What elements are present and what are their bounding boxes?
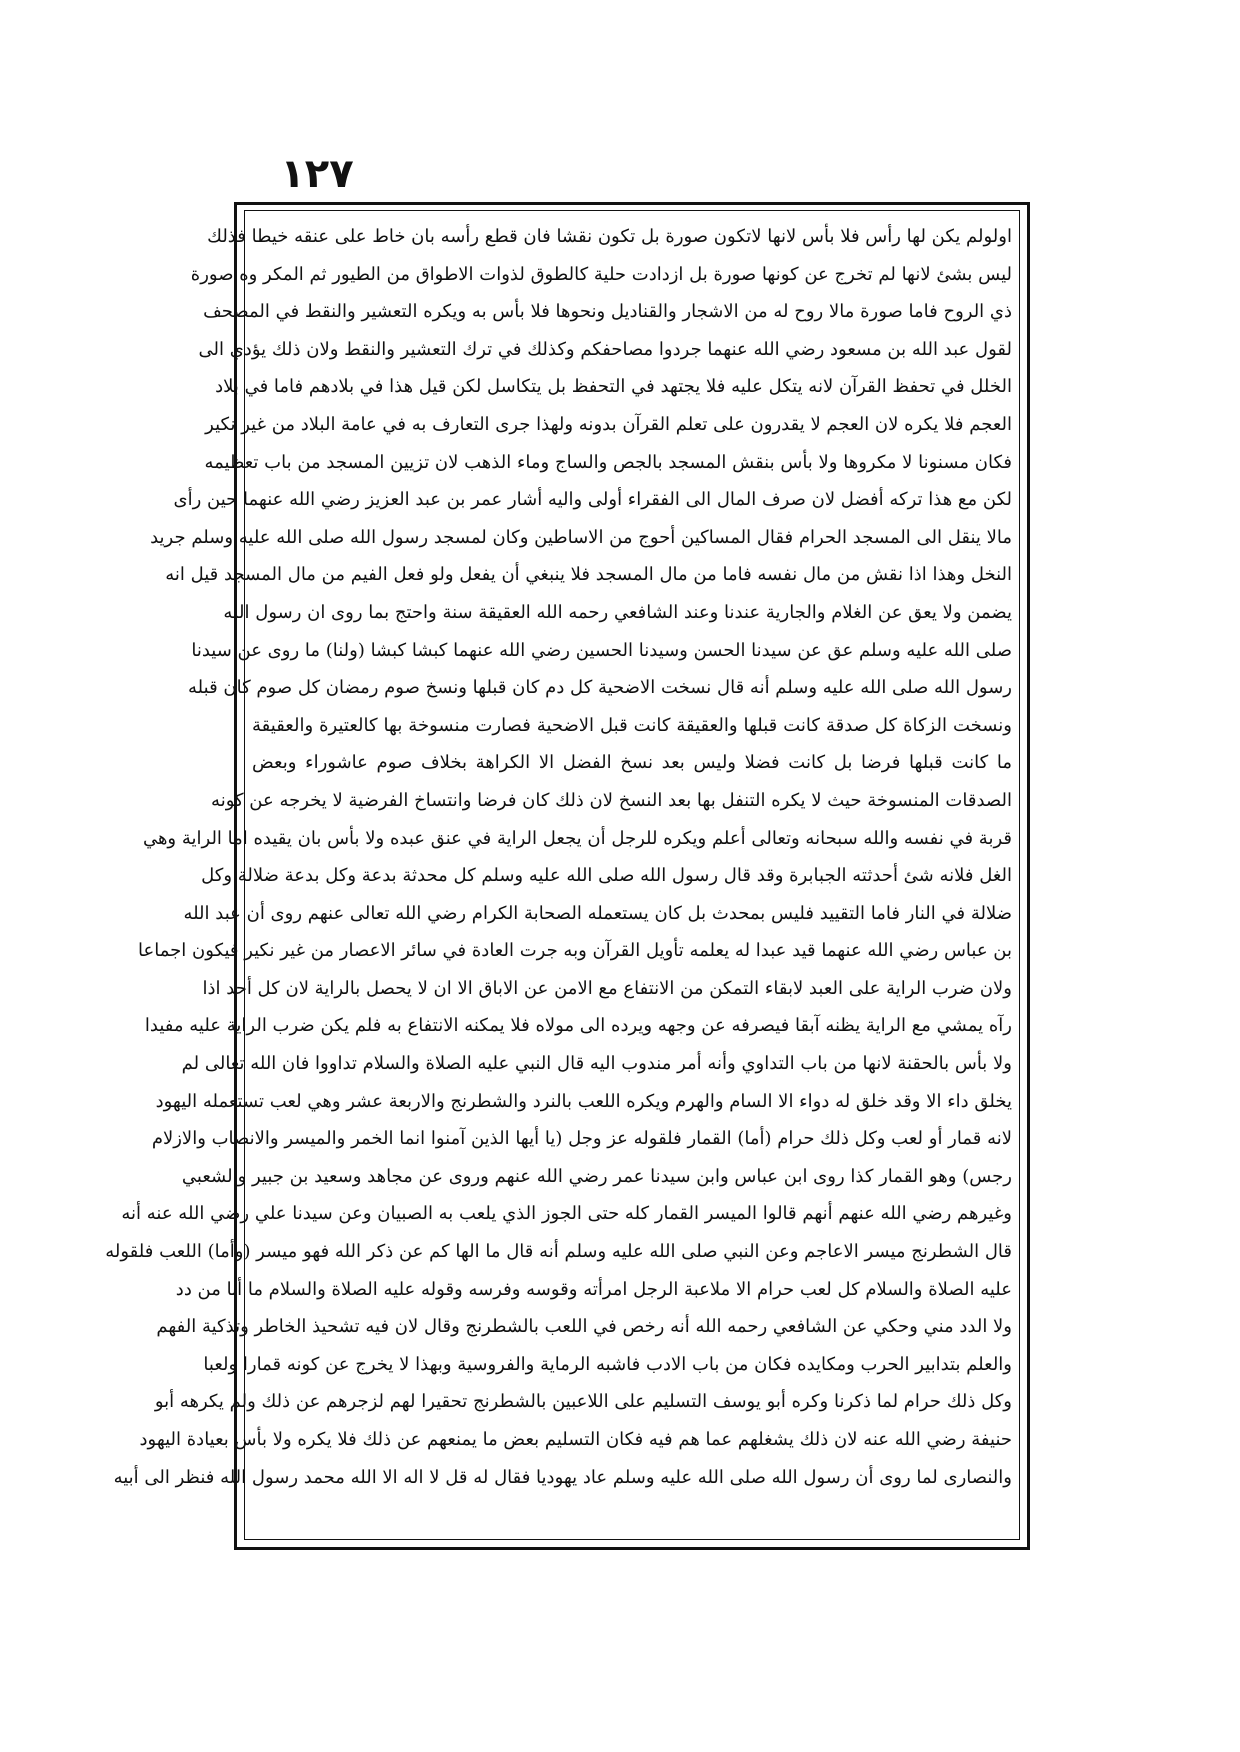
text-line: قربة في نفسه والله سبحانه وتعالى أعلم ويكره للرجل أن يجعل الراية في عنق عبده ولا بأس بان يقيده اما الراية وهي xyxy=(142,827,1012,849)
text-line: حنيفة رضي الله عنه لان ذلك يشغلهم عما هم فيه فكان التسليم بعض ما يمنعهم عن ذلك فلا يكره ولا بأس بعيادة اليهود xyxy=(139,1429,1012,1450)
text-line: قال الشطرنج ميسر الاعاجم وعن النبي صلى الله عليه وسلم أنه قال ما الها كم عن ذكر الله فهو ميسر (وأما) اللعب فلقوله xyxy=(105,1241,1012,1263)
text-line: ولا الدد مني وحكي عن الشافعي رحمه الله أنه رخص في اللعب بالشطرنج وقال لان فيه تشحيذ الخاطر وتذكية الفهم xyxy=(156,1316,1012,1338)
text-line: ونسخت الزكاة كل صدقة كانت قبلها والعقيقة كانت قبل الاضحية فصارت منسوخة بها كالعتيرة والعقيقة xyxy=(252,714,1012,736)
text-line: بن عباس رضي الله عنهما قيد عبدا له يعلمه تأويل القرآن وبه جرت العادة في سائر الاعصار من غير نكير فيكون اجماعا xyxy=(138,940,1012,962)
page-number: ١٢٧ xyxy=(280,151,354,197)
text-line: رسول الله صلى الله عليه وسلم أنه قال نسخت الاضحية كل دم كان قبلها ونسخ صوم رمضان كل صوم كان قبله xyxy=(188,677,1012,699)
text-line: يخلق داء الا وقد خلق له دواء الا السام والهرم ويكره اللعب بالنرد والشطرنج والاربعة عشر وهي لعب تستعمله اليهود xyxy=(155,1090,1012,1112)
text-line: لكن مع هذا تركه أفضل لان صرف المال الى الفقراء أولى واليه أشار عمر بن عبد العزيز رضي الله عنهما حين رأى xyxy=(173,489,1012,511)
text-body xyxy=(105,218,1012,1534)
text-line: وكل ذلك حرام لما ذكرنا وكره أبو يوسف التسليم على اللاعبين بالشطرنج تحقيرا لهم لزجرهم عن ذلك ولم يكرهه أبو xyxy=(154,1391,1012,1413)
text-line: ولان ضرب الراية على العبد لابقاء التمكن من الانتفاع مع الامن عن الاباق الا ان لا يحصل بالراية لان كل أحد اذا xyxy=(202,977,1012,999)
text-line: مالا ينقل الى المسجد الحرام فقال المساكين أحوج من الاساطين وكان لمسجد رسول الله صلى الله عليه وسلم جريد xyxy=(150,526,1012,548)
text-line: فكان مسنونا لا مكروها ولا بأس بنقش المسجد بالجص والساج وماء الذهب لان تزيين المسجد من باب تعظيمه xyxy=(204,451,1012,473)
text-line: لانه قمار أو لعب وكل ذلك حرام (أما) القمار فلقوله عز وجل (يا أيها الذين آمنوا انما الخمر والميسر والانصاب والازلام xyxy=(151,1128,1012,1150)
text-line: اولولم يكن لها رأس فلا بأس لانها لاتكون صورة بل تكون نقشا فان قطع رأسه بان خاط على عنقه خيطا فذلك xyxy=(207,226,1012,247)
text-line: وغيرهم رضي الله عنهم أنهم قالوا الميسر القمار كله حتى الجوز الذي يلعب به الصبيان وعن سيدنا علي رضي الله عنه أنه xyxy=(121,1203,1012,1225)
text-line: والعلم بتدابير الحرب ومكايده فكان من باب الادب فاشبه الرماية والفروسية وبهذا لا يخرج عن كونه قمارا ولعبا xyxy=(203,1353,1012,1375)
text-line: العجم فلا يكره لان العجم لا يقدرون على تعلم القرآن بدونه ولهذا جرى التعارف به في عامة البلاد من غير نكير xyxy=(205,413,1012,435)
text-line: يضمن ولا يعق عن الغلام والجارية عندنا وعند الشافعي رحمه الله العقيقة سنة واحتج بما روى ان رسول الله xyxy=(223,601,1012,623)
text-line: والنصارى لما روى أن رسول الله صلى الله عليه وسلم عاد يهوديا فقال له قل لا اله الا الله محمد رسول الله فنظر الى أبيه xyxy=(113,1466,1012,1488)
text-line: عليه الصلاة والسلام كل لعب حرام الا ملاعبة الرجل امرأته وقوسه وفرسه وقوله عليه الصلاة والسلام ما أنا من دد xyxy=(175,1278,1012,1300)
text-line: رآه يمشي مع الراية يظنه آبقا فيصرفه عن وجهه ويرده الى مولاه فلا يمكنه الانتفاع به فلم يكن ضرب الراية عليه مفيدا xyxy=(144,1015,1012,1037)
text-line: ليس بشئ لانها لم تخرج عن كونها صورة بل ازدادت حلية كالطوق لذوات الاطواق من الطيور ثم المكر وه صورة xyxy=(190,263,1012,285)
text-line: رجس) وهو القمار كذا روى ابن عباس وابن سيدنا عمر رضي الله عنهم وروى عن مجاهد وسعيد بن جبير والشعبي xyxy=(181,1165,1012,1187)
text-line: الصدقات المنسوخة حيث لا يكره التنفل بها بعد النسخ لان ذلك كان فرضا وانتساخ الفرضية لا يخرجه عن كونه xyxy=(211,789,1012,811)
text-line: ولا بأس بالحقنة لانها من باب التداوي وأنه أمر مندوب اليه قال النبي عليه الصلاة والسلام تداووا فان الله تعالى لم xyxy=(181,1053,1012,1075)
text-line: ضلالة في النار فاما التقييد فليس بمحدث بل كان يستعمله الصحابة الكرام رضي الله تعالى عنهم روى أن عبد الله xyxy=(183,902,1012,924)
text-line: ما كانت قبلها فرضا بل كانت فضلا وليس بعد نسخ الفضل الا الكراهة بخلاف صوم عاشوراء وبعض xyxy=(252,752,1012,774)
text-line: ذي الروح فاما صورة مالا روح له من الاشجار والقناديل ونحوها فلا بأس به ويكره التعشير والنقط في المصحف xyxy=(203,301,1012,323)
text-line: الغل فلانه شئ أحدثته الجبابرة وقد قال رسول الله صلى الله عليه وسلم كل محدثة بدعة وكل بدعة ضلالة وكل xyxy=(201,865,1012,887)
text-line: الخلل في تحفظ القرآن لانه يتكل عليه فلا يجتهد في التحفظ بل يتكاسل لكن قيل هذا في بلادهم فاما في بلاد xyxy=(215,376,1012,398)
text-line: صلى الله عليه وسلم عق عن سيدنا الحسن وسيدنا الحسين رضي الله عنهما كبشا كبشا (ولنا) ما روى عن سيدنا xyxy=(191,639,1012,661)
text-line: لقول عبد الله بن مسعود رضي الله عنهما جردوا مصاحفكم وكذلك في ترك التعشير والنقط ولان ذلك يؤدي الى xyxy=(198,338,1012,360)
text-line: النخل وهذا اذا نقش من مال نفسه فاما من مال المسجد فلا ينبغي أن يفعل ولو فعل الفيم من مال المسجد قيل انه xyxy=(165,564,1012,586)
